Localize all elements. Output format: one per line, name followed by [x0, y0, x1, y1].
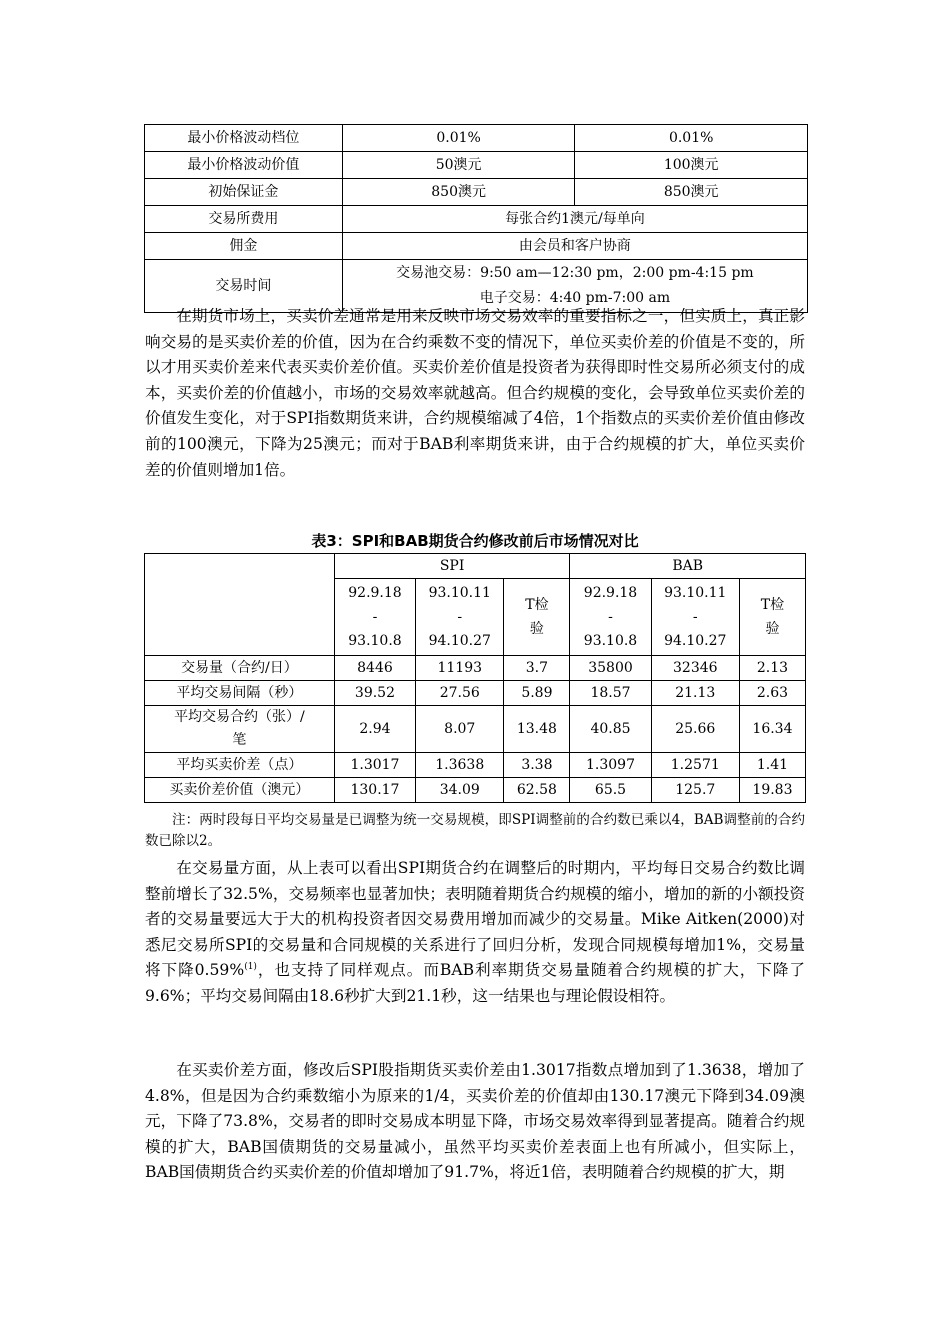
merged-cell: 每张合约1澳元/每单向 [342, 206, 807, 233]
data-cell: 2.13 [739, 656, 805, 681]
data-cell: 32346 [651, 656, 739, 681]
bab-cell: 850澳元 [575, 179, 808, 206]
table-row [145, 125, 808, 152]
data-cell: 40.85 [570, 706, 651, 753]
period-header: 93.10.11 - 94.10.27 [416, 579, 504, 656]
data-cell: 3.38 [504, 753, 570, 778]
pit-hours: 交易池交易：9:50 am—12:30 pm，2:00 pm-4:15 pm [396, 265, 754, 281]
table-row [145, 753, 806, 778]
data-cell: 62.58 [504, 778, 570, 803]
row-label: 最小价格波动档位 [145, 125, 343, 152]
data-cell: 65.5 [570, 778, 651, 803]
table-row [145, 778, 806, 803]
bab-cell: 0.01% [575, 125, 808, 152]
table-row [145, 152, 808, 179]
row-label: 佣金 [145, 233, 343, 260]
data-cell: 13.48 [504, 706, 570, 753]
data-cell: 1.3017 [334, 753, 415, 778]
period-header: 92.9.18 - 93.10.8 [334, 579, 415, 656]
data-cell: 1.41 [739, 753, 805, 778]
row-label: 交易量（合约/日） [145, 656, 335, 681]
row-label: 平均交易合约（张）/ 笔 [145, 706, 335, 753]
row-label: 初始保证金 [145, 179, 343, 206]
data-cell: 25.66 [651, 706, 739, 753]
table-header-row [145, 554, 806, 579]
data-cell: 1.2571 [651, 753, 739, 778]
spi-group-header: SPI [334, 554, 570, 579]
spi-cell: 850澳元 [342, 179, 575, 206]
data-cell: 16.34 [739, 706, 805, 753]
contract-spec-table [144, 124, 808, 313]
bab-cell: 100澳元 [575, 152, 808, 179]
data-cell: 11193 [416, 656, 504, 681]
data-cell: 21.13 [651, 681, 739, 706]
paragraph: 在交易量方面，从上表可以看出SPI期货合约在调整后的时期内，平均每日交易合约数比调整前增长了32.5%，交易频率也显著加快；表明随着期货合约规模的缩小，增加的新的小额投资者的交易量要远大于大的机构投资者因交易费用增加而减少的交易量。Mike Aitken(2000)对悉尼交易所SPI的交易量和合同规模的关系进行了回归分析，发现合同规模每增加1%，交易量将下降0.59%$^{(1)}$，也支持了同样观点。而BAB利率期货交易量随着合约规模的扩大，下降了9.6%；平均交易间隔由18.6秒扩大到21.1秒，这一结果也与理论假设相符。 [145, 859, 805, 1005]
bab-group-header: BAB [570, 554, 806, 579]
data-cell: 5.89 [504, 681, 570, 706]
comparison-table [144, 553, 806, 803]
data-cell: 35800 [570, 656, 651, 681]
data-cell: 125.7 [651, 778, 739, 803]
data-cell: 2.94 [334, 706, 415, 753]
row-label: 平均交易间隔（秒） [145, 681, 335, 706]
data-cell: 1.3638 [416, 753, 504, 778]
data-cell: 3.7 [504, 656, 570, 681]
table-row [145, 706, 806, 753]
table-row [145, 656, 806, 681]
merged-cell: 由会员和客户协商 [342, 233, 807, 260]
table-caption: 表3：SPI和BAB期货合约修改前后市场情况对比 [311, 532, 639, 550]
table-row [145, 179, 808, 206]
table-note: 注：两时段每日平均交易量是已调整为统一交易规模，即SPI调整前的合约数已乘以4，BAB调整前的合约数已除以2。 [145, 812, 805, 849]
paragraph: 在买卖价差方面，修改后SPI股指期货买卖价差由1.3017指数点增加到了1.3638，增加了4.8%，但是因为合约乘数缩小为原来的1/4，买卖价差的价值却由130.17澳元下降到34.09澳元，下降了73.8%，交易者的即时交易成本明显下降，市场交易效率得到显著提高。随着合约规模的扩大，BAB国债期货的交易量减小，虽然平均买卖价差表面上也有所减小，但实际上，BAB国债期货合约买卖价差的价值却增加了91.7%，将近1倍，表明随着合约规模的扩大，期 [145, 1061, 805, 1182]
spi-cell: 0.01% [342, 125, 575, 152]
data-cell: 19.83 [739, 778, 805, 803]
footnote-ref: (1) [244, 962, 257, 973]
electronic-hours: 电子交易：4:40 pm-7:00 am [479, 290, 671, 306]
blank-header-cell [145, 554, 335, 656]
row-label: 交易所费用 [145, 206, 343, 233]
data-cell: 8.07 [416, 706, 504, 753]
table-row [145, 206, 808, 233]
t-test-header: T检 验 [739, 579, 805, 656]
table-row [145, 681, 806, 706]
data-cell: 1.3097 [570, 753, 651, 778]
data-cell: 130.17 [334, 778, 415, 803]
spi-cell: 50澳元 [342, 152, 575, 179]
data-cell: 39.52 [334, 681, 415, 706]
data-cell: 8446 [334, 656, 415, 681]
t-test-header: T检 验 [504, 579, 570, 656]
row-label: 平均买卖价差（点） [145, 753, 335, 778]
row-label: 交易时间 [145, 260, 343, 313]
period-header: 92.9.18 - 93.10.8 [570, 579, 651, 656]
row-label: 买卖价差价值（澳元） [145, 778, 335, 803]
period-header: 93.10.11 - 94.10.27 [651, 579, 739, 656]
row-label: 最小价格波动价值 [145, 152, 343, 179]
table-row [145, 233, 808, 260]
data-cell: 2.63 [739, 681, 805, 706]
data-cell: 34.09 [416, 778, 504, 803]
data-cell: 27.56 [416, 681, 504, 706]
paragraph: 在期货市场上，买卖价差通常是用来反映市场交易效率的重要指标之一，但实质上，真正影响交易的是买卖价差的价值，因为在合约乘数不变的情况下，单位买卖价差的价值是不变的，所以才用买卖价差来代表买卖价差价值。买卖价差价值是投资者为获得即时性交易所必须支付的成本，买卖价差的价值越小，市场的交易效率就越高。但合约规模的变化，会导致单位买卖价差的价值发生变化，对于SPI指数期货来讲，合约规模缩减了4倍，1个指数点的买卖价差价值由修改前的100澳元，下降为25澳元；而对于BAB利率期货来讲，由于合约规模的扩大，单位买卖价差的价值则增加1倍。 [145, 307, 805, 479]
data-cell: 18.57 [570, 681, 651, 706]
